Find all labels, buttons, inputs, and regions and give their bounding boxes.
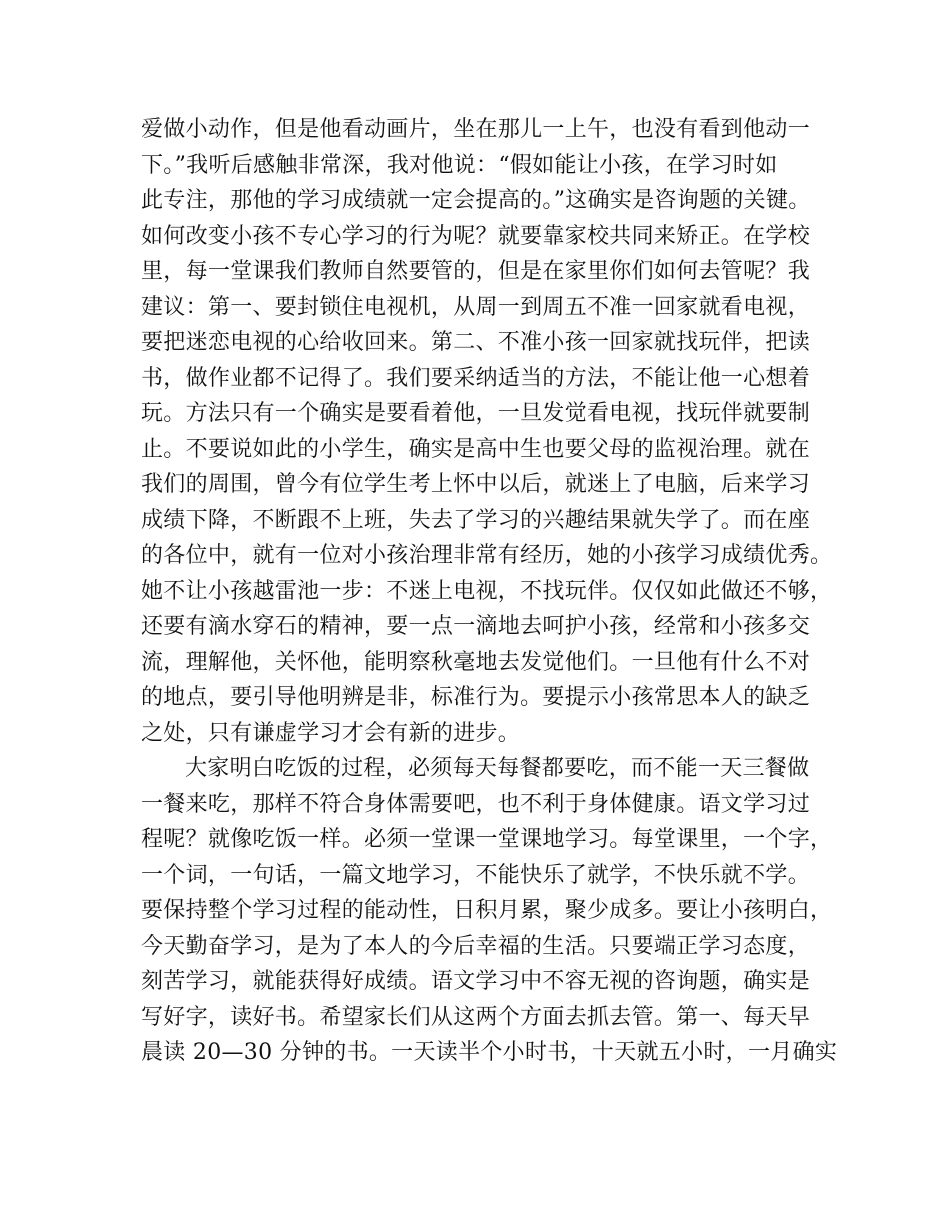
text-line: 止。不要说如此的小学生，确实是高中生也要父母的监视治理。就在: [141, 436, 811, 462]
text-line: 她不让小孩越雷池一步：不迷上电视，不找玩伴。仅仅如此做还不够，: [141, 578, 833, 604]
text-line: 晨读 20—30 分钟的书。一天读半个小时书，十天就五小时，一月确实: [141, 1040, 838, 1065]
text-line: 一餐来吃，那样不符合身体需要吧，也不利于身体健康。语文学习过: [141, 791, 811, 817]
text-line: 下。”我听后感触非常深，我对他说：“假如能让小孩，在学习时如: [141, 152, 778, 178]
text-line: 我们的周围，曾今有位学生考上怀中以后，就迷上了电脑，后来学习: [141, 472, 811, 497]
text-line: 的地点，要引导他明辨是非，标准行为。要提示小孩常思本人的缺乏: [141, 685, 811, 710]
text-line: 里，每一堂课我们教师自然要管的，但是在家里你们如何去管呢？我: [141, 259, 811, 284]
text-line: 程呢？就像吃饭一样。必须一堂课一堂课地学习。每堂课里，一个字，: [141, 827, 833, 852]
text-line: 书，做作业都不记得了。我们要采纳适当的方法，不能让他一心想着: [141, 365, 811, 391]
text-line: 刻苦学习，就能获得好成绩。语文学习中不容无视的咨询题，确实是: [141, 969, 811, 994]
text-line: 写好字，读好书。希望家长们从这两个方面去抓去管。第一、每天早: [141, 1004, 811, 1030]
text-line: 要保持整个学习过程的能动性，日积月累，聚少成多。要让小孩明白，: [141, 898, 833, 923]
text-line: 此专注，那他的学习成绩就一定会提高的。”这确实是咨询题的关键。: [141, 188, 811, 213]
text-line: 成绩下降，不断跟不上班，失去了学习的兴趣结果就失学了。而在座: [141, 507, 811, 533]
text-line: 今天勤奋学习，是为了本人的今后幸福的生活。只要端正学习态度，: [141, 933, 811, 959]
text-line: 之处，只有谦虚学习才会有新的进步。: [141, 720, 521, 746]
text-line: 一个词，一句话，一篇文地学习，不能快乐了就学，不快乐就不学。: [141, 862, 811, 888]
text-line: 流，理解他，关怀他，能明察秋毫地去发觉他们。一旦他有什么不对: [141, 649, 811, 675]
text-line: 如何改变小孩不专心学习的行为呢？就要靠家校共同来矫正。在学校: [141, 223, 811, 249]
body-text: [141, 112, 838, 1071]
text-line: 玩。方法只有一个确实是要看着他，一旦发觉看电视，找玩伴就要制: [141, 401, 811, 426]
text-line: 爱做小动作，但是他看动画片，坐在那儿一上午，也没有看到他动一: [141, 117, 811, 142]
paragraph-start-line: 大家明白吃饭的过程，必须每天每餐都要吃，而不能一天三餐做: [185, 756, 810, 781]
text-line: 建议：第一、要封锁住电视机，从周一到周五不准一回家就看电视，: [141, 294, 811, 320]
text-line: 的各位中，就有一位对小孩治理非常有经历，她的小孩学习成绩优秀。: [141, 543, 833, 568]
text-line: 要把迷恋电视的心给收回来。第二、不准小孩一回家就找玩伴，把读: [141, 330, 811, 355]
text-line: 还要有滴水穿石的精神，要一点一滴地去呵护小孩，经常和小孩多交: [141, 614, 811, 639]
